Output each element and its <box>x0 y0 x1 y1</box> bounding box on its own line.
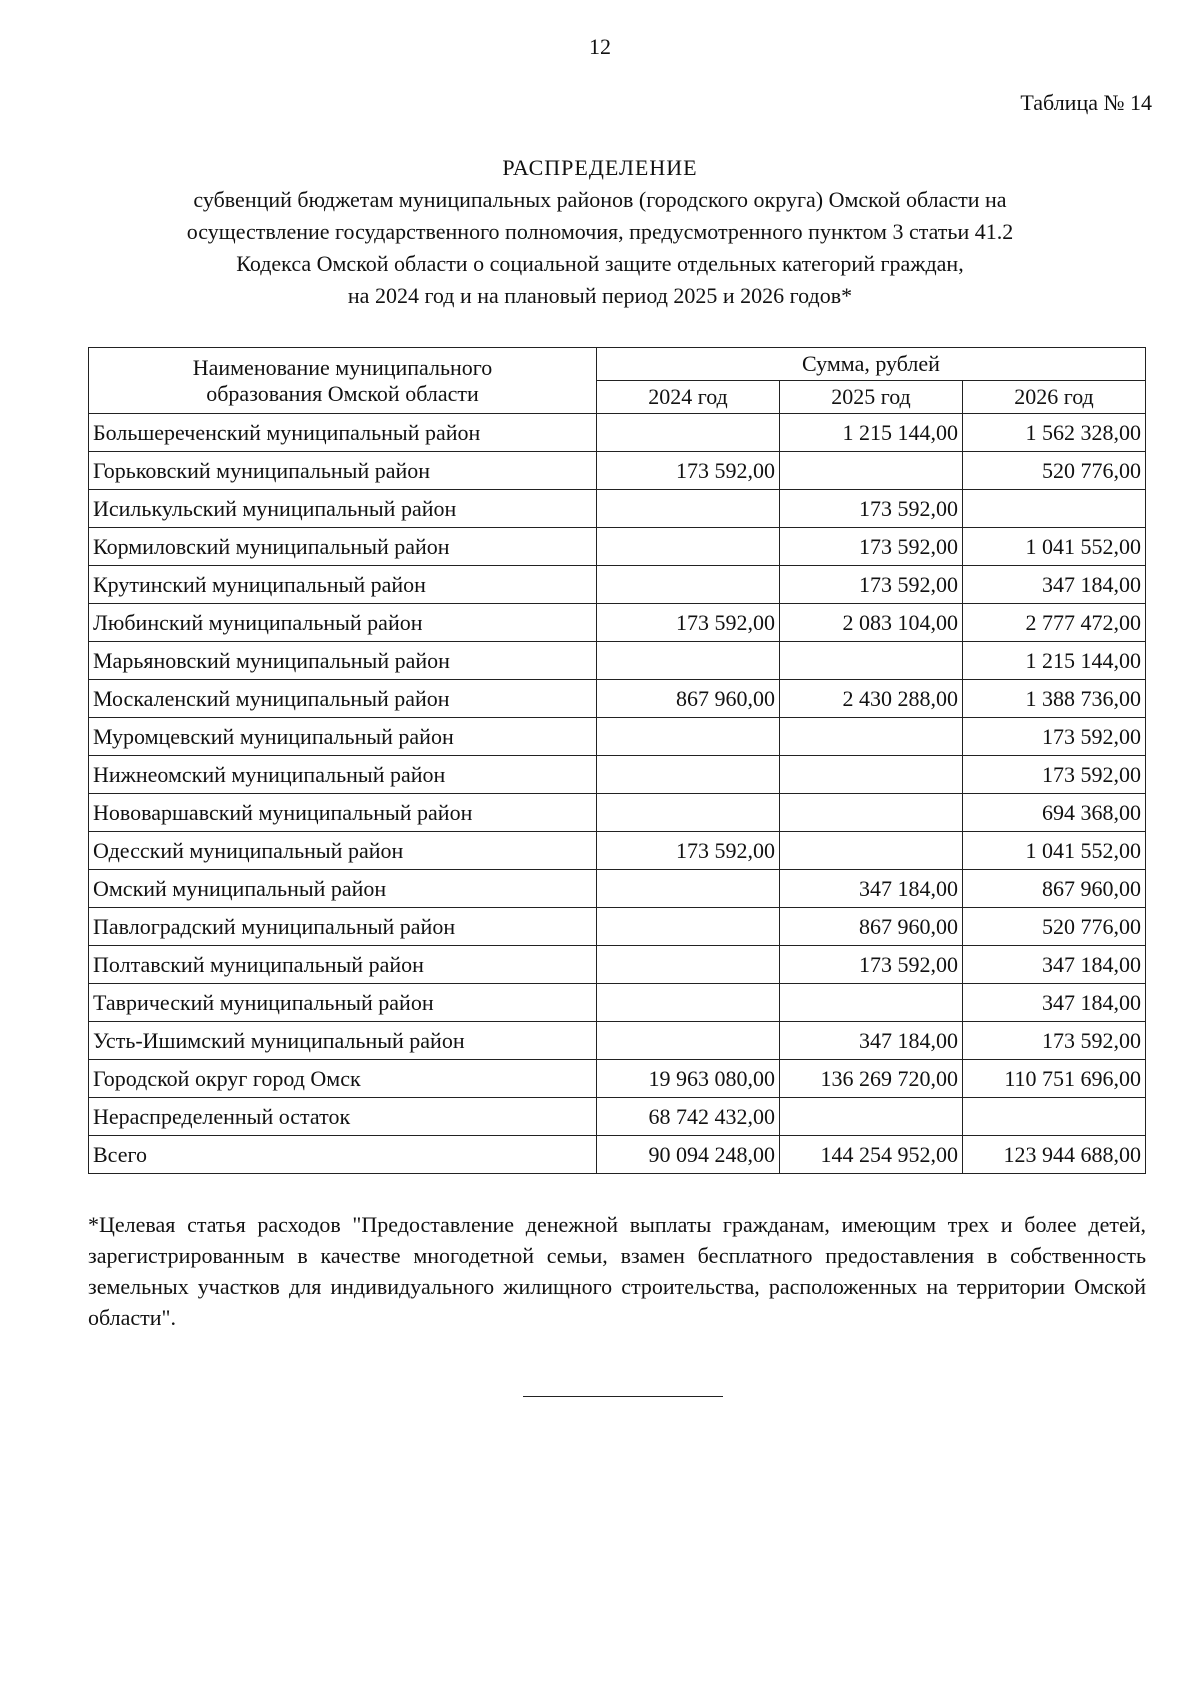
cell-2025: 867 960,00 <box>780 908 963 946</box>
header-sum: Сумма, рублей <box>597 348 1146 381</box>
cell-2026: 520 776,00 <box>963 452 1146 490</box>
cell-2025: 1 215 144,00 <box>780 414 963 452</box>
row-name: Марьяновский муниципальный район <box>89 642 597 680</box>
row-name: Нижнеомский муниципальный район <box>89 756 597 794</box>
row-name: Кормиловский муниципальный район <box>89 528 597 566</box>
table-header-row <box>89 348 1146 381</box>
row-name: Усть-Ишимский муниципальный район <box>89 1022 597 1060</box>
cell-2026: 2 777 472,00 <box>963 604 1146 642</box>
cell-2025: 144 254 952,00 <box>780 1136 963 1174</box>
row-name: Любинский муниципальный район <box>89 604 597 642</box>
cell-2024: 90 094 248,00 <box>597 1136 780 1174</box>
cell-2026: 173 592,00 <box>963 1022 1146 1060</box>
cell-2024 <box>597 794 780 832</box>
row-name: Одесский муниципальный район <box>89 832 597 870</box>
table-row <box>89 604 1146 642</box>
header-name-line: Наименование муниципального <box>192 354 493 380</box>
table-row <box>89 528 1146 566</box>
page-number: 12 <box>589 34 611 59</box>
cell-2024 <box>597 984 780 1022</box>
table-body <box>89 414 1146 1174</box>
cell-2026: 867 960,00 <box>963 870 1146 908</box>
row-name: Полтавский муниципальный район <box>89 946 597 984</box>
title-line: на 2024 год и на плановый период 2025 и 2026 годов* <box>347 283 853 308</box>
row-name: Муромцевский муниципальный район <box>89 718 597 756</box>
cell-2024: 173 592,00 <box>597 452 780 490</box>
header-year-2026: 2026 год <box>963 381 1146 414</box>
table-label: Таблица № 14 <box>1020 90 1152 115</box>
cell-2025 <box>780 832 963 870</box>
cell-2026: 1 041 552,00 <box>963 528 1146 566</box>
table-row <box>89 908 1146 946</box>
title-line: Кодекса Омской области о социальной защите отдельных категорий граждан, <box>236 251 964 276</box>
title-line: осуществление государственного полномочия, предусмотренного пунктом 3 статьи 41.2 <box>186 219 1014 244</box>
cell-2024 <box>597 756 780 794</box>
cell-2026: 1 041 552,00 <box>963 832 1146 870</box>
cell-2025 <box>780 794 963 832</box>
table-row <box>89 984 1146 1022</box>
table-row <box>89 1098 1146 1136</box>
footnote: *Целевая статья расходов "Предоставление денежной выплаты гражданам, имеющим трех и более детей, зарегистрированным в качестве многодетной семьи, взамен бесплатного предоставления в собственность земельных участков для индивидуального жилищного строительства, расположенных на территории Омской области". <box>88 1212 1146 1330</box>
cell-2026: 1 215 144,00 <box>963 642 1146 680</box>
cell-2026: 347 184,00 <box>963 566 1146 604</box>
table-row <box>89 1060 1146 1098</box>
cell-2024: 867 960,00 <box>597 680 780 718</box>
header-year-2024: 2024 год <box>597 381 780 414</box>
cell-2024 <box>597 1022 780 1060</box>
table-row <box>89 718 1146 756</box>
cell-2025: 173 592,00 <box>780 946 963 984</box>
row-name: Всего <box>89 1136 597 1174</box>
table-row <box>89 756 1146 794</box>
cell-2024 <box>597 718 780 756</box>
document-title <box>80 152 1120 312</box>
row-name: Нововаршавский муниципальный район <box>89 794 597 832</box>
table-row <box>89 680 1146 718</box>
cell-2026 <box>963 1098 1146 1136</box>
distribution-table <box>88 347 1146 1174</box>
title-heading: РАСПРЕДЕЛЕНИЕ <box>502 155 698 180</box>
cell-2025: 173 592,00 <box>780 490 963 528</box>
table-row <box>89 794 1146 832</box>
table-row <box>89 946 1146 984</box>
cell-2026: 173 592,00 <box>963 756 1146 794</box>
end-divider <box>523 1396 723 1397</box>
title-line: субвенций бюджетам муниципальных районов (городского округа) Омской области на <box>193 187 1007 212</box>
table-row <box>89 1022 1146 1060</box>
cell-2025 <box>780 642 963 680</box>
cell-2024 <box>597 946 780 984</box>
header-name-line: образования Омской области <box>206 380 479 406</box>
cell-2024: 173 592,00 <box>597 604 780 642</box>
cell-2024 <box>597 870 780 908</box>
cell-2026: 173 592,00 <box>963 718 1146 756</box>
header-year-2025: 2025 год <box>780 381 963 414</box>
row-name: Исилькульский муниципальный район <box>89 490 597 528</box>
header-municipality <box>89 348 597 414</box>
row-name: Горьковский муниципальный район <box>89 452 597 490</box>
row-name: Павлоградский муниципальный район <box>89 908 597 946</box>
cell-2025: 2 083 104,00 <box>780 604 963 642</box>
cell-2024 <box>597 566 780 604</box>
row-name: Нераспределенный остаток <box>89 1098 597 1136</box>
table-row <box>89 452 1146 490</box>
cell-2025: 173 592,00 <box>780 566 963 604</box>
cell-2026: 1 562 328,00 <box>963 414 1146 452</box>
row-name: Омский муниципальный район <box>89 870 597 908</box>
cell-2025: 136 269 720,00 <box>780 1060 963 1098</box>
cell-2025: 173 592,00 <box>780 528 963 566</box>
row-name: Таврический муниципальный район <box>89 984 597 1022</box>
cell-2024 <box>597 414 780 452</box>
row-name: Городской округ город Омск <box>89 1060 597 1098</box>
cell-2026: 694 368,00 <box>963 794 1146 832</box>
cell-2025: 347 184,00 <box>780 870 963 908</box>
row-name: Крутинский муниципальный район <box>89 566 597 604</box>
table-row <box>89 566 1146 604</box>
cell-2025 <box>780 984 963 1022</box>
table-row <box>89 414 1146 452</box>
row-name: Москаленский муниципальный район <box>89 680 597 718</box>
cell-2026: 347 184,00 <box>963 946 1146 984</box>
table-row <box>89 832 1146 870</box>
cell-2025 <box>780 756 963 794</box>
table-row <box>89 642 1146 680</box>
table-row <box>89 490 1146 528</box>
cell-2024 <box>597 490 780 528</box>
row-name: Большереченский муниципальный район <box>89 414 597 452</box>
cell-2026: 347 184,00 <box>963 984 1146 1022</box>
cell-2024: 68 742 432,00 <box>597 1098 780 1136</box>
cell-2024 <box>597 642 780 680</box>
table-total-row <box>89 1136 1146 1174</box>
cell-2024: 19 963 080,00 <box>597 1060 780 1098</box>
table-row <box>89 870 1146 908</box>
cell-2024 <box>597 908 780 946</box>
cell-2025 <box>780 1098 963 1136</box>
cell-2025: 347 184,00 <box>780 1022 963 1060</box>
cell-2026: 1 388 736,00 <box>963 680 1146 718</box>
cell-2024: 173 592,00 <box>597 832 780 870</box>
cell-2024 <box>597 528 780 566</box>
cell-2026: 123 944 688,00 <box>963 1136 1146 1174</box>
cell-2026: 110 751 696,00 <box>963 1060 1146 1098</box>
cell-2026: 520 776,00 <box>963 908 1146 946</box>
cell-2025 <box>780 718 963 756</box>
cell-2025: 2 430 288,00 <box>780 680 963 718</box>
cell-2026 <box>963 490 1146 528</box>
cell-2025 <box>780 452 963 490</box>
